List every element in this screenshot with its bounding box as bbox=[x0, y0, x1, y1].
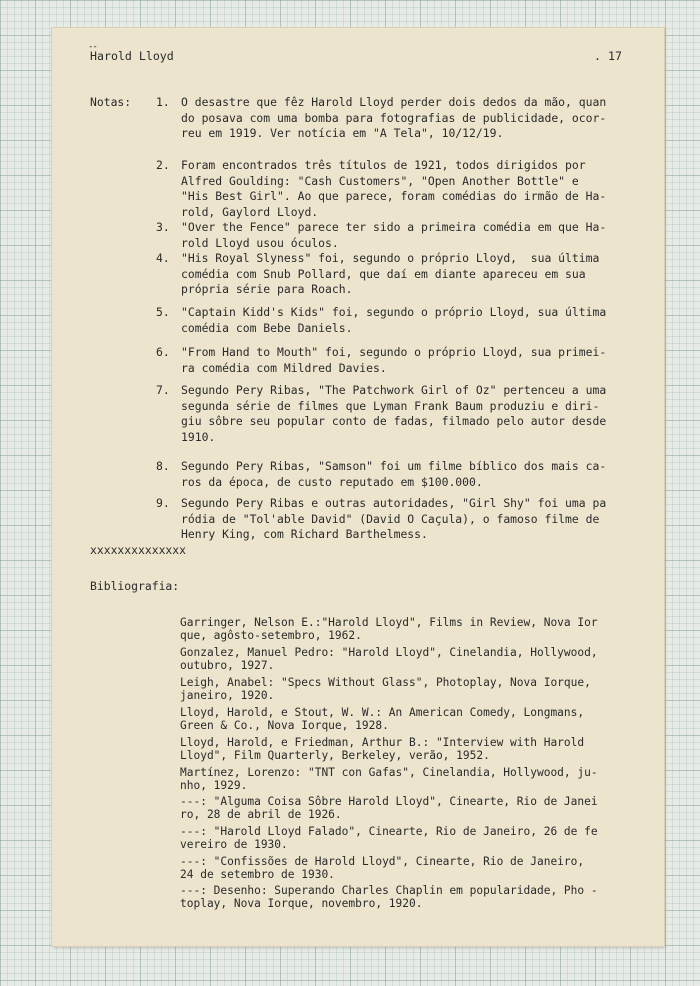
note-text-line: Alfred Goulding: "Cash Customers", "Open Another Bottle" e bbox=[181, 173, 579, 188]
note-text-line: ródia de "Tol'able David" (David O Caçula), o famoso filme de bbox=[181, 511, 600, 526]
notes-label: Notas: bbox=[90, 95, 132, 109]
note-text-line: Segundo Pery Ribas, "The Patchwork Girl of Oz" pertenceu a uma bbox=[181, 383, 607, 397]
bibliography-entry-line: vereiro de 1930. bbox=[180, 838, 288, 852]
note-text-line: segunda série de filmes que Lyman Frank Baum produziu e diri- bbox=[181, 398, 600, 413]
note-text-line: 1910. bbox=[181, 429, 216, 444]
note-text-line: comédia com Bebe Daniels. bbox=[181, 320, 353, 335]
typewritten-page bbox=[52, 28, 664, 946]
note-text-line: "Captain Kidd's Kids" foi, segundo o próprio Lloyd, sua última bbox=[181, 305, 607, 319]
note-text-line: "His Best Girl". Ao que parece, foram comédias do irmão de Ha- bbox=[181, 189, 607, 204]
note-text-line: reu em 1919. Ver notícia em "A Tela", 10/12/19. bbox=[181, 126, 504, 141]
bibliography-entry-line: 24 de setembro de 1930. bbox=[180, 868, 335, 882]
note-text-line: ra comédia com Mildred Davies. bbox=[181, 360, 387, 375]
bibliography-entry-line: ---: "Harold Lloyd Falado", Cinearte, Rio de Janeiro, 26 de fe bbox=[180, 825, 598, 838]
bibliography-entry-line: Green & Co., Nova Iorque, 1928. bbox=[180, 719, 389, 733]
note-text-line: rold Lloyd usou óculos. bbox=[181, 235, 339, 250]
note-text-line: Foram encontrados três títulos de 1921, todos dirigidos por bbox=[181, 158, 586, 172]
bibliography-entry-line: janeiro, 1920. bbox=[180, 689, 275, 703]
note-number: 1. bbox=[156, 95, 170, 109]
note-number: 3. bbox=[156, 220, 170, 234]
bibliography-entry-line: ro, 28 de abril de 1926. bbox=[180, 808, 342, 822]
bibliography-entry-line: ---: "Alguma Coisa Sôbre Harold Lloyd", Cinearte, Rio de Janei bbox=[180, 795, 598, 808]
note-text-line: Segundo Pery Ribas e outras autoridades, "Girl Shy" foi uma pa bbox=[181, 496, 607, 510]
header-dashes: -- bbox=[88, 42, 97, 52]
note-text-line: "From Hand to Mouth" foi, segundo o próprio Lloyd, sua primei- bbox=[181, 345, 607, 359]
note-text-line: rold, Gaylord Lloyd. bbox=[181, 204, 319, 219]
note-text-line: do posava com uma bomba para fotografias de publicidade, ocor- bbox=[181, 110, 607, 125]
bibliography-entry-line: Lloyd, Harold, e Friedman, Arthur B.: "Interview with Harold bbox=[180, 736, 585, 749]
bibliography-entry-line: Gonzalez, Manuel Pedro: "Harold Lloyd", Cinelandia, Hollywood, bbox=[180, 646, 598, 659]
note-number: 9. bbox=[156, 496, 170, 510]
bibliography-entry-line: outubro, 1927. bbox=[180, 659, 275, 673]
bibliography-entry-line: ---: Desenho: Superando Charles Chaplin em popularidade, Pho - bbox=[180, 884, 598, 897]
note-number: 2. bbox=[156, 158, 170, 172]
page-number: . 17 bbox=[594, 49, 622, 63]
note-text-line: O desastre que fêz Harold Lloyd perder dois dedos da mão, quan bbox=[181, 95, 607, 109]
bibliography-entry-line: ---: "Confissões de Harold Lloyd", Cinearte, Rio de Janeiro, bbox=[180, 855, 585, 868]
note-text-line: Segundo Pery Ribas, "Samson" foi um filme bíblico dos mais ca- bbox=[181, 459, 607, 473]
bibliography-entry-line: Garringer, Nelson E.:"Harold Lloyd", Films in Review, Nova Ior bbox=[180, 616, 598, 629]
note-text-line: "Over the Fence" parece ter sido a primeira comédia em que Ha- bbox=[181, 220, 607, 234]
bibliography-entry-line: Lloyd", Film Quarterly, Berkeley, verão, 1952. bbox=[180, 749, 490, 763]
note-number: 5. bbox=[156, 305, 170, 319]
bibliography-entry-line: toplay, Nova Iorque, novembro, 1920. bbox=[180, 897, 423, 911]
note-text-line: Henry King, com Richard Barthelmess. bbox=[181, 527, 428, 542]
note-text-line: própria série para Roach. bbox=[181, 282, 353, 297]
bibliography-entry-line: Leigh, Anabel: "Specs Without Glass", Photoplay, Nova Iorque, bbox=[180, 676, 591, 689]
note-number: 8. bbox=[156, 459, 170, 473]
bibliography-entry-line: Lloyd, Harold, e Stout, W. W.: An American Comedy, Longmans, bbox=[180, 706, 585, 719]
note-text-line: giu sôbre seu popular conto de fadas, filmado pelo autor desde bbox=[181, 414, 607, 429]
bibliography-entry-line: que, agôsto-setembro, 1962. bbox=[180, 629, 362, 643]
section-separator: xxxxxxxxxxxxxx bbox=[90, 543, 187, 557]
bibliography-label: Bibliografia: bbox=[90, 579, 180, 593]
note-text-line: "His Royal Slyness" foi, segundo o próprio Lloyd, sua última bbox=[181, 251, 600, 265]
note-number: 7. bbox=[156, 383, 170, 397]
bibliography-entry-line: Martínez, Lorenzo: "TNT con Gafas", Cinelandia, Hollywood, ju- bbox=[180, 766, 598, 779]
note-text-line: ros da época, de custo reputado em $100.000. bbox=[181, 474, 483, 489]
note-number: 4. bbox=[156, 251, 170, 265]
page-header-title: Harold Lloyd bbox=[90, 49, 174, 63]
bibliography-entry-line: nho, 1929. bbox=[180, 779, 248, 793]
note-number: 6. bbox=[156, 345, 170, 359]
note-text-line: comédia com Snub Pollard, que daí em diante apareceu em sua bbox=[181, 266, 586, 281]
